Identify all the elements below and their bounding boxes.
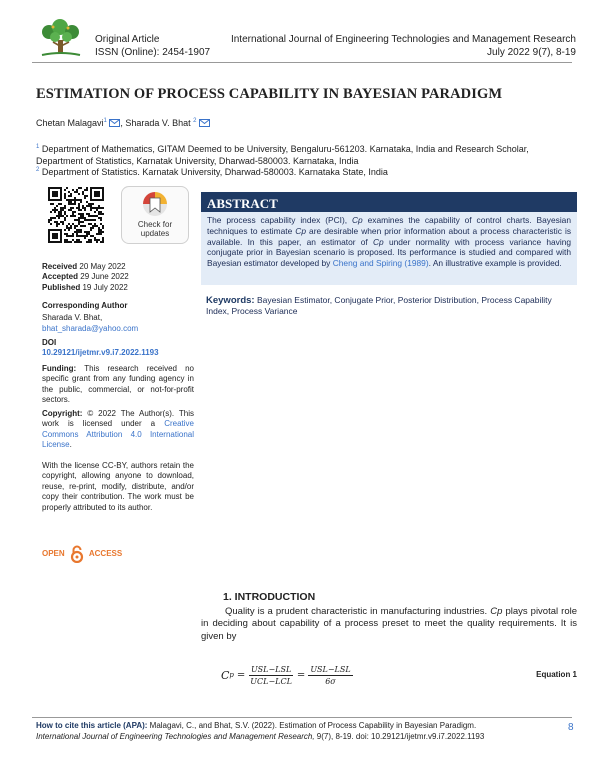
keywords: Keywords: Bayesian Estimator, Conjugate Prior, Posterior Distribution, Process Capability Index, Process Variance xyxy=(206,295,552,316)
author-name: , Sharada V. Bhat xyxy=(120,118,191,128)
abstract-body: The process capability index (PCI), Cp examines the capability of control charts. Bayesian techniques to estimate Cp are desirable when prior information about a process characteristic is available. In this paper, an estimator of Cp under normality with process variance having conjugate prior in Bayesian scenario is proposed. Its performance is studied and compared with Bayesian estimator developed by Cheng and Spiring (1989). An illustrative example is provided. xyxy=(201,212,577,285)
published-date: 19 July 2022 xyxy=(82,282,128,292)
mail-icon[interactable] xyxy=(199,119,210,129)
equation-label: Equation 1 xyxy=(536,670,577,679)
page-number: 8 xyxy=(568,722,574,733)
received-date: 20 May 2022 xyxy=(79,262,126,271)
header-divider xyxy=(32,62,572,63)
abstract-heading: ABSTRACT xyxy=(201,192,577,212)
license-text: With the license CC-BY, authors retain the copyright, allowing anyone to download, reuse, re-print, modify, distribute, and/or copy their contribution. The work must be properly attributed to its author. xyxy=(42,461,194,512)
doi-link[interactable]: 10.29121/ijetmr.v9.i7.2022.1193 xyxy=(42,348,159,358)
affiliation-1: $^1$ Department of Mathematics, GITAM Deemed to be University, Bengaluru-561203. Karnataka, India and Research Scholar, Department of Statistics, Karnatak University, Dharwad-580003. Karnataka, India xyxy=(36,144,529,166)
mail-icon[interactable] xyxy=(109,119,120,129)
affiliation-2: $^2$ Department of Statistics. Karnatak University, Dharwad-580003. Karnataka State, India xyxy=(36,167,388,177)
section-heading: 1. INTRODUCTION xyxy=(223,591,316,603)
issue-info: July 2022 9(7), 8-19 xyxy=(487,47,576,58)
accepted-date: 29 June 2022 xyxy=(80,272,129,282)
bookmark-update-icon xyxy=(122,190,188,220)
footer-divider xyxy=(32,717,572,718)
corresponding-email[interactable]: bhat_sharada@yahoo.com xyxy=(42,323,139,333)
article-dates: Received 20 May 2022 Accepted 29 June 2022 Published 19 July 2022 xyxy=(42,262,129,292)
corresponding-name: Sharada V. Bhat, xyxy=(42,313,103,323)
funding-statement: Funding: This research received no specific grant from any funding agency in the public, commercial, or not-for-profit sectors. xyxy=(42,364,195,405)
badge-line2: updates xyxy=(140,229,170,238)
check-for-updates-badge[interactable] xyxy=(121,186,189,244)
corresponding-author: Corresponding Author Sharada V. Bhat, bhat_sharada@yahoo.com xyxy=(42,301,192,334)
equation-1: C p = $\frac{\text{USL−LSL}}{\text{UCL−LCL}}$ = $\frac{\text{USL−LSL}}{6\sigma}$ xyxy=(221,664,351,686)
qr-code[interactable] xyxy=(48,187,104,243)
citation-link[interactable]: Cheng and Spiring (1989) xyxy=(332,258,429,269)
tree-logo-icon xyxy=(36,18,86,60)
page-title: ESTIMATION OF PROCESS CAPABILITY IN BAYESIAN PARADIGM xyxy=(36,86,503,102)
citation-footer: How to cite this article (APA): Malagavi, C., and Bhat, S.V. (2022). Estimation of Process Capability in Bayesian Paradigm. International Journal of Engineering Technologies and Management Research, 9(7), 8-19. doi: 10.29121/ijetmr.v9.i7.2022.1193 xyxy=(36,721,485,741)
open-access-logo: OPEN ACCESS xyxy=(42,543,122,563)
author-name: Chetan Malagavi xyxy=(36,118,104,128)
journal-logo xyxy=(36,18,86,60)
open-lock-icon xyxy=(70,545,84,563)
article-type: Original Article xyxy=(95,34,160,45)
badge-line1: Check for xyxy=(137,220,173,229)
doi-block: DOI 10.29121/ijetmr.v9.i7.2022.1193 xyxy=(42,338,192,359)
qr-code-icon xyxy=(48,187,104,243)
author-line: Chetan Malagavi$^1$ , Sharada V. Bhat $^2$ xyxy=(36,118,210,129)
journal-name: International Journal of Engineering Technologies and Management Research xyxy=(230,34,576,45)
license-link[interactable]: Creative Commons Attribution 4.0 International License xyxy=(42,419,194,450)
intro-paragraph: Quality is a prudent characteristic in manufacturing industries. Cp plays pivotal role in deciding about capability of a process preset to meet the quality requirements. It is given by xyxy=(201,606,578,642)
issn: ISSN (Online): 2454-1907 xyxy=(95,47,211,58)
copyright-statement: Copyright: © 2022 The Author(s). This work is licensed under a Creative Commons Attribution 4.0 International License. xyxy=(42,409,194,450)
